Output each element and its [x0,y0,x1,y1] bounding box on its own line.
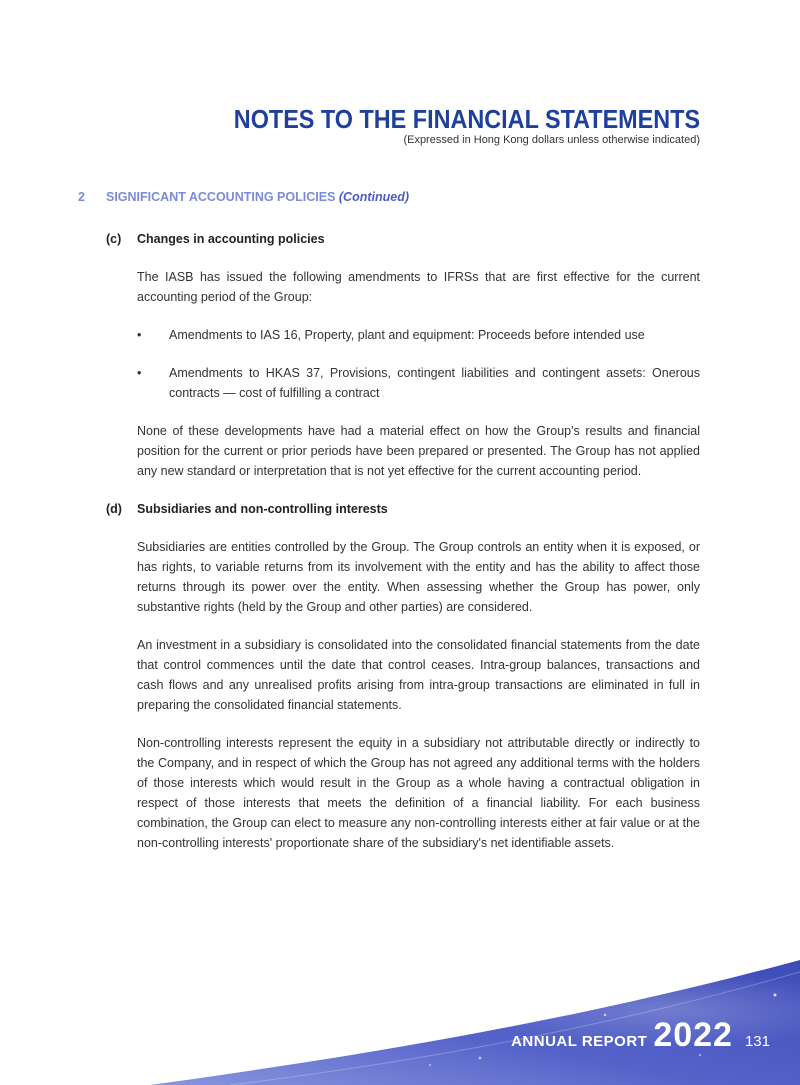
bullet-text: Amendments to IAS 16, Property, plant and equipment: Proceeds before intended use [169,328,645,342]
subsection-c-body [137,267,700,481]
subsection-c-heading [106,229,700,249]
subsection-c-title: Changes in accounting policies [137,232,325,246]
list-item [137,325,700,345]
subsection-c-paragraph: None of these developments have had a material effect on how the Group's results and financial position for the current or prior periods have been prepared or presented. The Group has not applied any new standard or interpretation that is not yet effective for the current accounting period. [137,424,700,478]
subsection-d-body [137,537,700,853]
section-heading [78,190,409,204]
subsection-d-letter: (d) [106,502,122,516]
subsection-c-intro: The IASB has issued the following amendments to IFRSs that are first effective for the current accounting period of the Group: [137,270,700,304]
section-number: 2 [78,190,85,204]
content [106,229,700,853]
bullet-icon: • [137,366,142,380]
bullet-text: Amendments to HKAS 37, Provisions, contingent liabilities and contingent assets: Onerous contracts — cost of fulfilling a contract [169,366,700,400]
subsection-d-heading [106,499,700,519]
list-item [137,363,700,403]
section-continued: (Continued) [338,190,410,204]
subsection-d-paragraph-2: An investment in a subsidiary is consolidated into the consolidated financial statements from the date that control commences until the date that control ceases. Intra-group balances, transactions and cash flows and any unrealised profits arising from intra-group transactions are eliminated in full in preparing the consolidated financial statements. [137,638,700,712]
subsection-d-paragraph-3: Non-controlling interests represent the equity in a subsidiary not attributable directly or indirectly to the Company, and in respect of which the Group has not agreed any additional terms with the holders of those interests which would result in the Group as a whole having a contractual obligation in respect of those interests that meets the definition of a financial liability. For each business combination, the Group can elect to measure any non-controlling interests either at fair value or at the non-controlling interests' proportionate share of the subsidiary's net identifiable assets. [137,736,700,850]
page-title: NOTES TO THE FINANCIAL STATEMENTS [233,104,700,134]
subsection-c-letter: (c) [106,232,122,246]
page-header [182,104,700,147]
page-number: 131 [744,1033,770,1050]
section-title: SIGNIFICANT ACCOUNTING POLICIES [106,190,336,204]
page-subtitle: (Expressed in Hong Kong dollars unless otherwise indicated) [403,134,700,146]
subsection-d-paragraph-1: Subsidiaries are entities controlled by the Group. The Group controls an entity when it is exposed, or has rights, to variable returns from its involvement with the entity and has the ability to affect those returns through its power over the entity. When assessing whether the Group has power, only substantive rights (held by the Group and other parties) are considered. [137,540,700,614]
bullet-icon: • [137,328,142,342]
footer-decoration [0,940,800,1085]
footer-year: 2022 [653,1016,733,1054]
footer [511,1016,770,1055]
footer-label: ANNUAL REPORT [511,1033,648,1050]
subsection-d-title: Subsidiaries and non-controlling interests [137,502,388,516]
